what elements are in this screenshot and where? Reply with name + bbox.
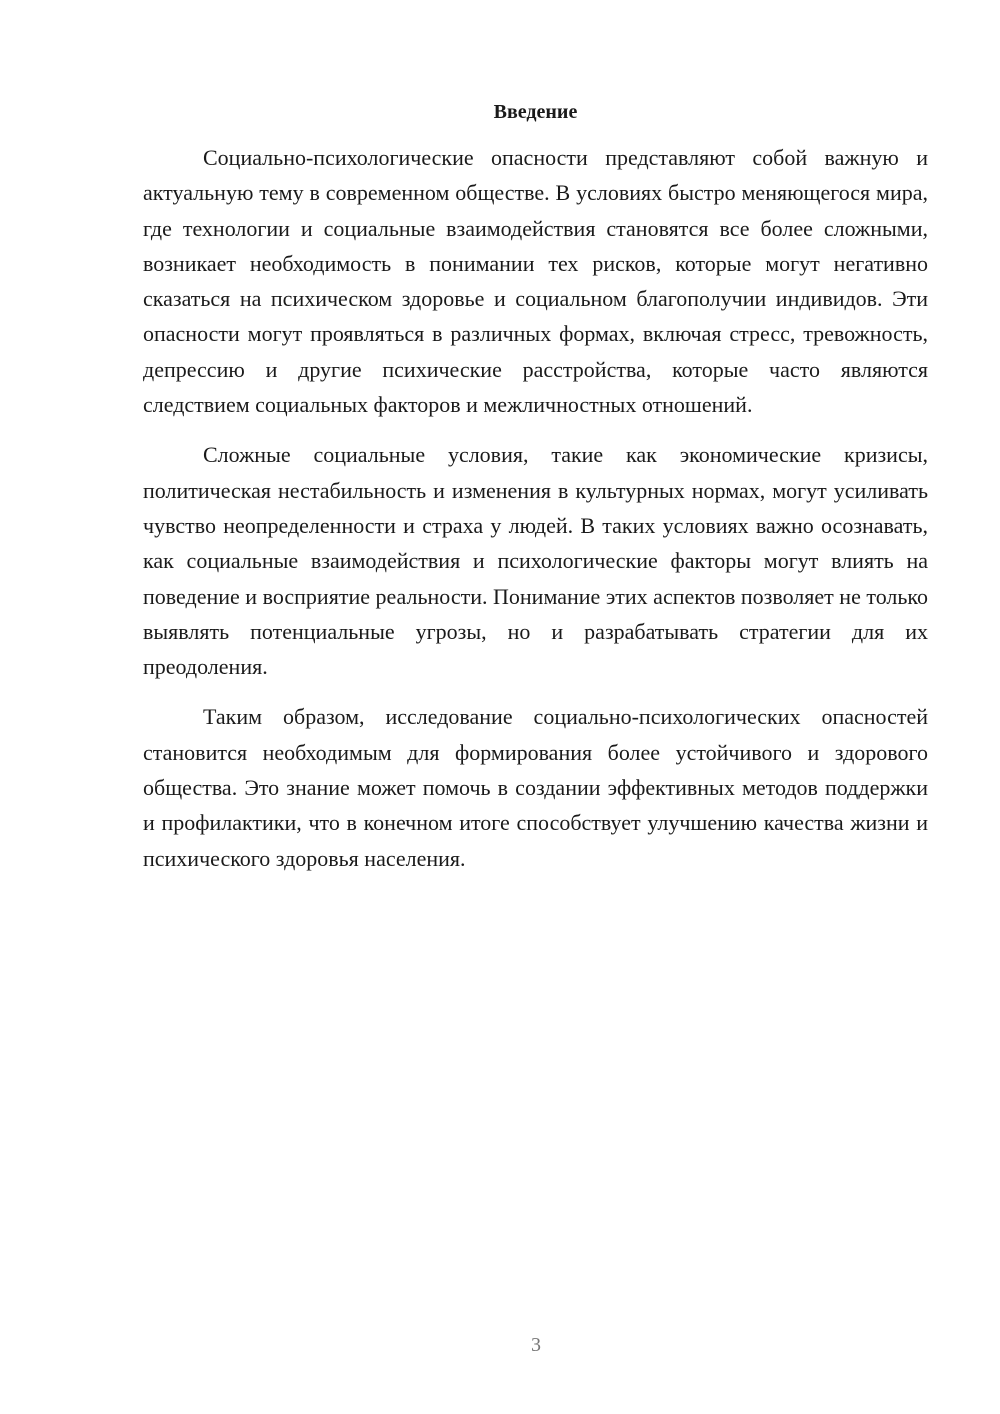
page-content	[143, 96, 928, 891]
paragraph-3: Таким образом, исследование социально-психологических опасностей становится необходимым для формирования более устойчивого и здорового общества. Это знание может помочь в создании эффективных методов поддержки и профилактики, что в конечном итоге способствует улучшению качества жизни и психического здоровья населения.	[143, 704, 928, 871]
paragraph-2: Сложные социальные условия, такие как экономические кризисы, политическая нестабильность и изменения в культурных нормах, могут усиливать чувство неопределенности и страха у людей. В таких условиях важно осознавать, как социальные взаимодействия и психологические факторы могут влиять на поведение и восприятие реальности. Понимание этих аспектов позволяет не только выявлять потенциальные угрозы, но и разрабатывать стратегии для их преодоления.	[143, 442, 928, 680]
paragraph-1: Социально-психологические опасности представляют собой важную и актуальную тему в современном обществе. В условиях быстро меняющегося мира, где технологии и социальные взаимодействия становятся все более сложными, возникает необходимость в понимании тех рисков, которые могут негативно сказаться на психическом здоровье и социальном благополучии индивидов. Эти опасности могут проявляться в различных формах, включая стресс, тревожность, депрессию и другие психические расстройства, которые часто являются следствием социальных факторов и межличностных отношений.	[143, 145, 928, 418]
section-heading: Введение	[493, 101, 578, 123]
page-number: 3	[531, 1334, 541, 1356]
